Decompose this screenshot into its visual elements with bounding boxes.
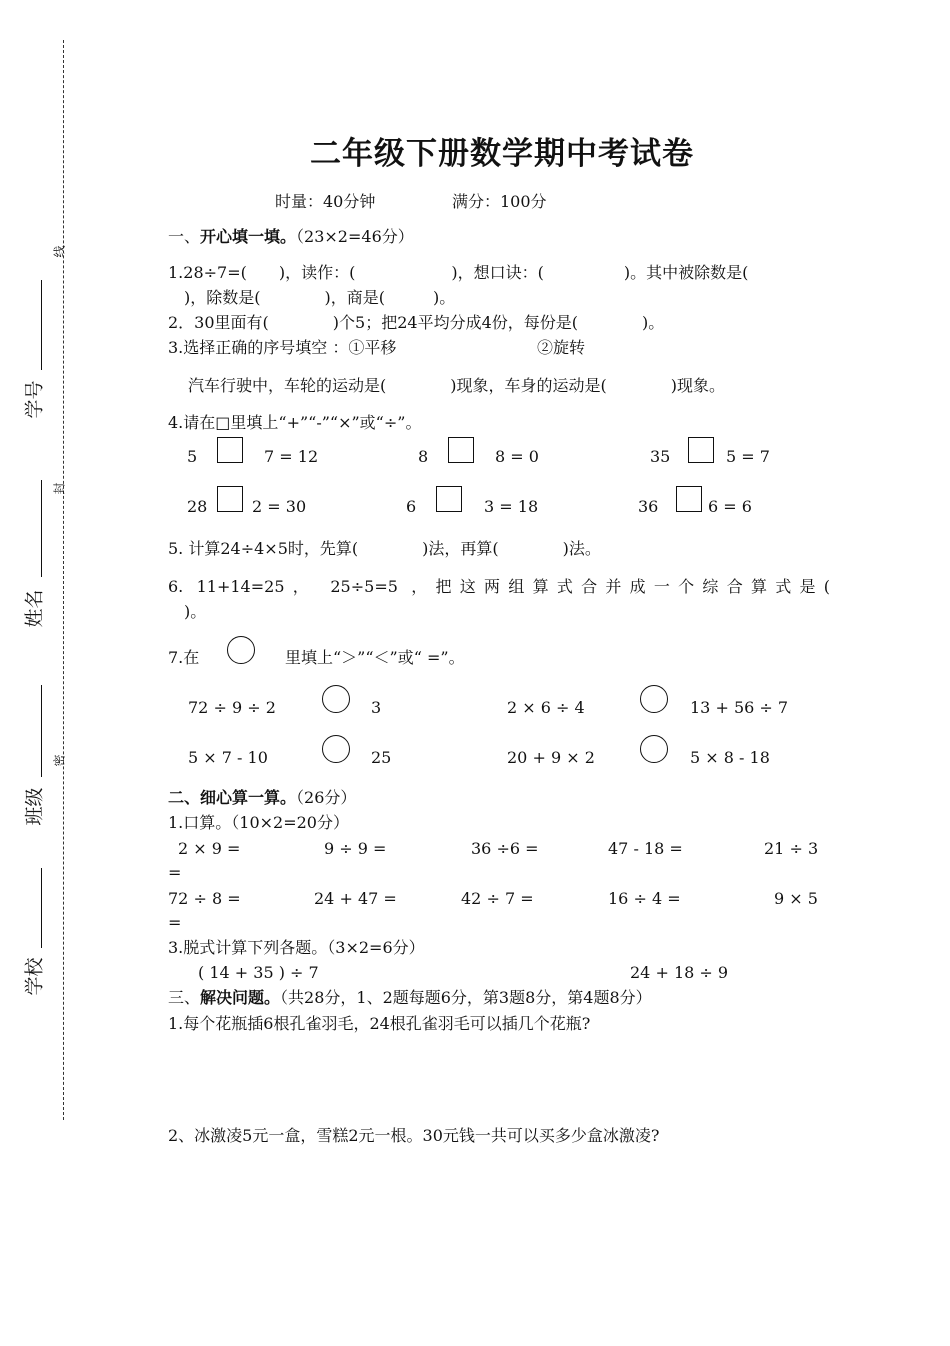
q4-r2-c1-left: 28 [187,497,208,516]
q7-r1-left-value: 3 [371,698,382,717]
q4-r2-c2-right: 3 = 18 [484,497,539,516]
q7-r1-right-value: 13 + 56 ÷ 7 [690,698,789,717]
q5: 5. 计算24÷4×5时，先算( )法，再算( )法。 [168,539,601,558]
exam-time: 时量：40分钟 [275,192,376,211]
q7-prompt-a: 7.在 [168,648,200,667]
q1-line-1: 1.28÷7=( )，读作：( )，想口诀：( )。其中被除数是( [168,263,749,282]
q7-r1-left-circle[interactable] [322,685,350,713]
seal-mark-mi: 密 [52,754,67,767]
section-2-number: 二、 [168,788,201,807]
q7-r1-right-circle[interactable] [640,685,668,713]
field-line-class [41,685,42,777]
section-2-points: （26分） [296,788,357,807]
q3-prompt: 3.选择正确的序号填空 ：①平移 [168,338,397,357]
oral-r2-item-2: 24 + 47 = [314,889,397,908]
q7-r2-left-value: 25 [371,748,392,767]
seal-mark-feng: 封 [52,482,67,495]
section-3-heading [168,988,652,1008]
q3-option-2: ②旋转 [537,338,586,357]
q7-r2-left-circle[interactable] [322,735,350,763]
q4-r1-c1-box[interactable] [217,437,243,463]
q4-prompt: 4.请在□里填上“+”“-”“×”或“÷”。 [168,413,422,432]
oral-r1-item-3: 36 ÷6 = [471,839,539,858]
section-1-number: 一、 [168,227,201,246]
q7-prompt-b: 里填上“＞”“＜”或“ =”。 [285,648,465,667]
section-3-title: 解决问题。 [200,988,281,1007]
word-problem-2: 2、冰激凌5元一盒，雪糕2元一根。30元钱一共可以买多少盒冰激凌? [168,1126,660,1145]
section-2-heading [168,788,356,808]
q4-r2-c3-left: 36 [638,497,659,516]
oral-r1-item-4: 47 - 18 = [608,839,683,858]
step-calc-title: 3.脱式计算下列各题。（3×2=6分） [168,938,425,957]
oral-r2-item-5: 9 × 5 [774,889,818,908]
field-label-class: 班级 [23,787,46,826]
q4-r2-c2-left: 6 [406,497,417,516]
oral-r1-item-2: 9 ÷ 9 = [324,839,387,858]
field-line-student-id [41,280,42,370]
field-label-student-id: 学号 [23,380,46,419]
binding-dashed-line [63,40,64,1120]
q4-r1-c2-box[interactable] [448,437,474,463]
section-3-number: 三、 [168,988,201,1007]
q4-r1-c3-left: 35 [650,447,671,466]
oral-r2-item-4: 16 ÷ 4 = [608,889,681,908]
q4-r2-c1-box[interactable] [217,486,243,512]
section-2-title: 细心算一算。 [200,788,297,807]
field-label-name: 姓名 [23,589,46,628]
q4-r1-c3-box[interactable] [688,437,714,463]
field-label-school: 学校 [23,957,46,996]
section-3-points: （共28分，1、2题每题6分，第3题8分，第4题8分） [280,988,652,1007]
oral-r1-wrap: = [168,863,182,882]
oral-r2-wrap: = [168,913,182,932]
q4-r1-c2-right: 8 = 0 [495,447,539,466]
q3-sentence: 汽车行驶中，车轮的运动是( )现象，车身的运动是( )现象。 [188,376,725,395]
section-1-title: 开心填一填。 [200,227,297,246]
q4-r1-c2-left: 8 [418,447,429,466]
q7-r2-left-expr: 5 × 7 - 10 [188,748,268,767]
oral-calc-title: 1.口算。（10×2=20分） [168,813,349,832]
q4-r2-c3-right: 6 = 6 [708,497,752,516]
section-1-heading [168,227,414,247]
oral-r1-item-1: 2 × 9 = [178,839,241,858]
q4-r1-c3-right: 5 = 7 [726,447,770,466]
oral-r1-item-5: 21 ÷ 3 [764,839,819,858]
seal-mark-xian: 线 [52,245,67,258]
oral-r2-item-3: 42 ÷ 7 = [461,889,534,908]
q7-r2-right-expr: 20 + 9 × 2 [507,748,595,767]
q6-line-2: )。 [168,602,207,621]
q4-r1-c1-left: 5 [187,447,198,466]
q2: 2．30里面有( )个5；把24平均分成4份，每份是( )。 [168,313,665,332]
q7-example-circle [227,636,255,664]
q4-r1-c1-right: 7 = 12 [264,447,319,466]
q7-r1-left-expr: 72 ÷ 9 ÷ 2 [188,698,276,717]
step-calc-b: 24 + 18 ÷ 9 [630,963,729,982]
field-line-name [41,480,42,577]
word-problem-1: 1.每个花瓶插6根孔雀羽毛，24根孔雀羽毛可以插几个花瓶? [168,1014,591,1033]
q6-line-1: 6. 11+14=25， 25÷5=5 ，把这两组算式合并成一个综合算式是( [168,577,830,596]
q1-line-2: )，除数是( )，商是( )。 [168,288,456,307]
q4-r2-c3-box[interactable] [676,486,702,512]
page-title: 二年级下册数学期中考试卷 [310,136,694,172]
q7-r1-right-expr: 2 × 6 ÷ 4 [507,698,585,717]
field-line-school [41,868,42,948]
section-1-points: （23×2=46分） [296,227,414,246]
step-calc-a: ( 14 + 35 ) ÷ 7 [198,963,319,982]
q4-r2-c1-right: 2 = 30 [252,497,307,516]
exam-score: 满分：100分 [452,192,547,211]
q7-r2-right-circle[interactable] [640,735,668,763]
oral-r2-item-1: 72 ÷ 8 = [168,889,241,908]
q4-r2-c2-box[interactable] [436,486,462,512]
q7-r2-right-value: 5 × 8 - 18 [690,748,770,767]
